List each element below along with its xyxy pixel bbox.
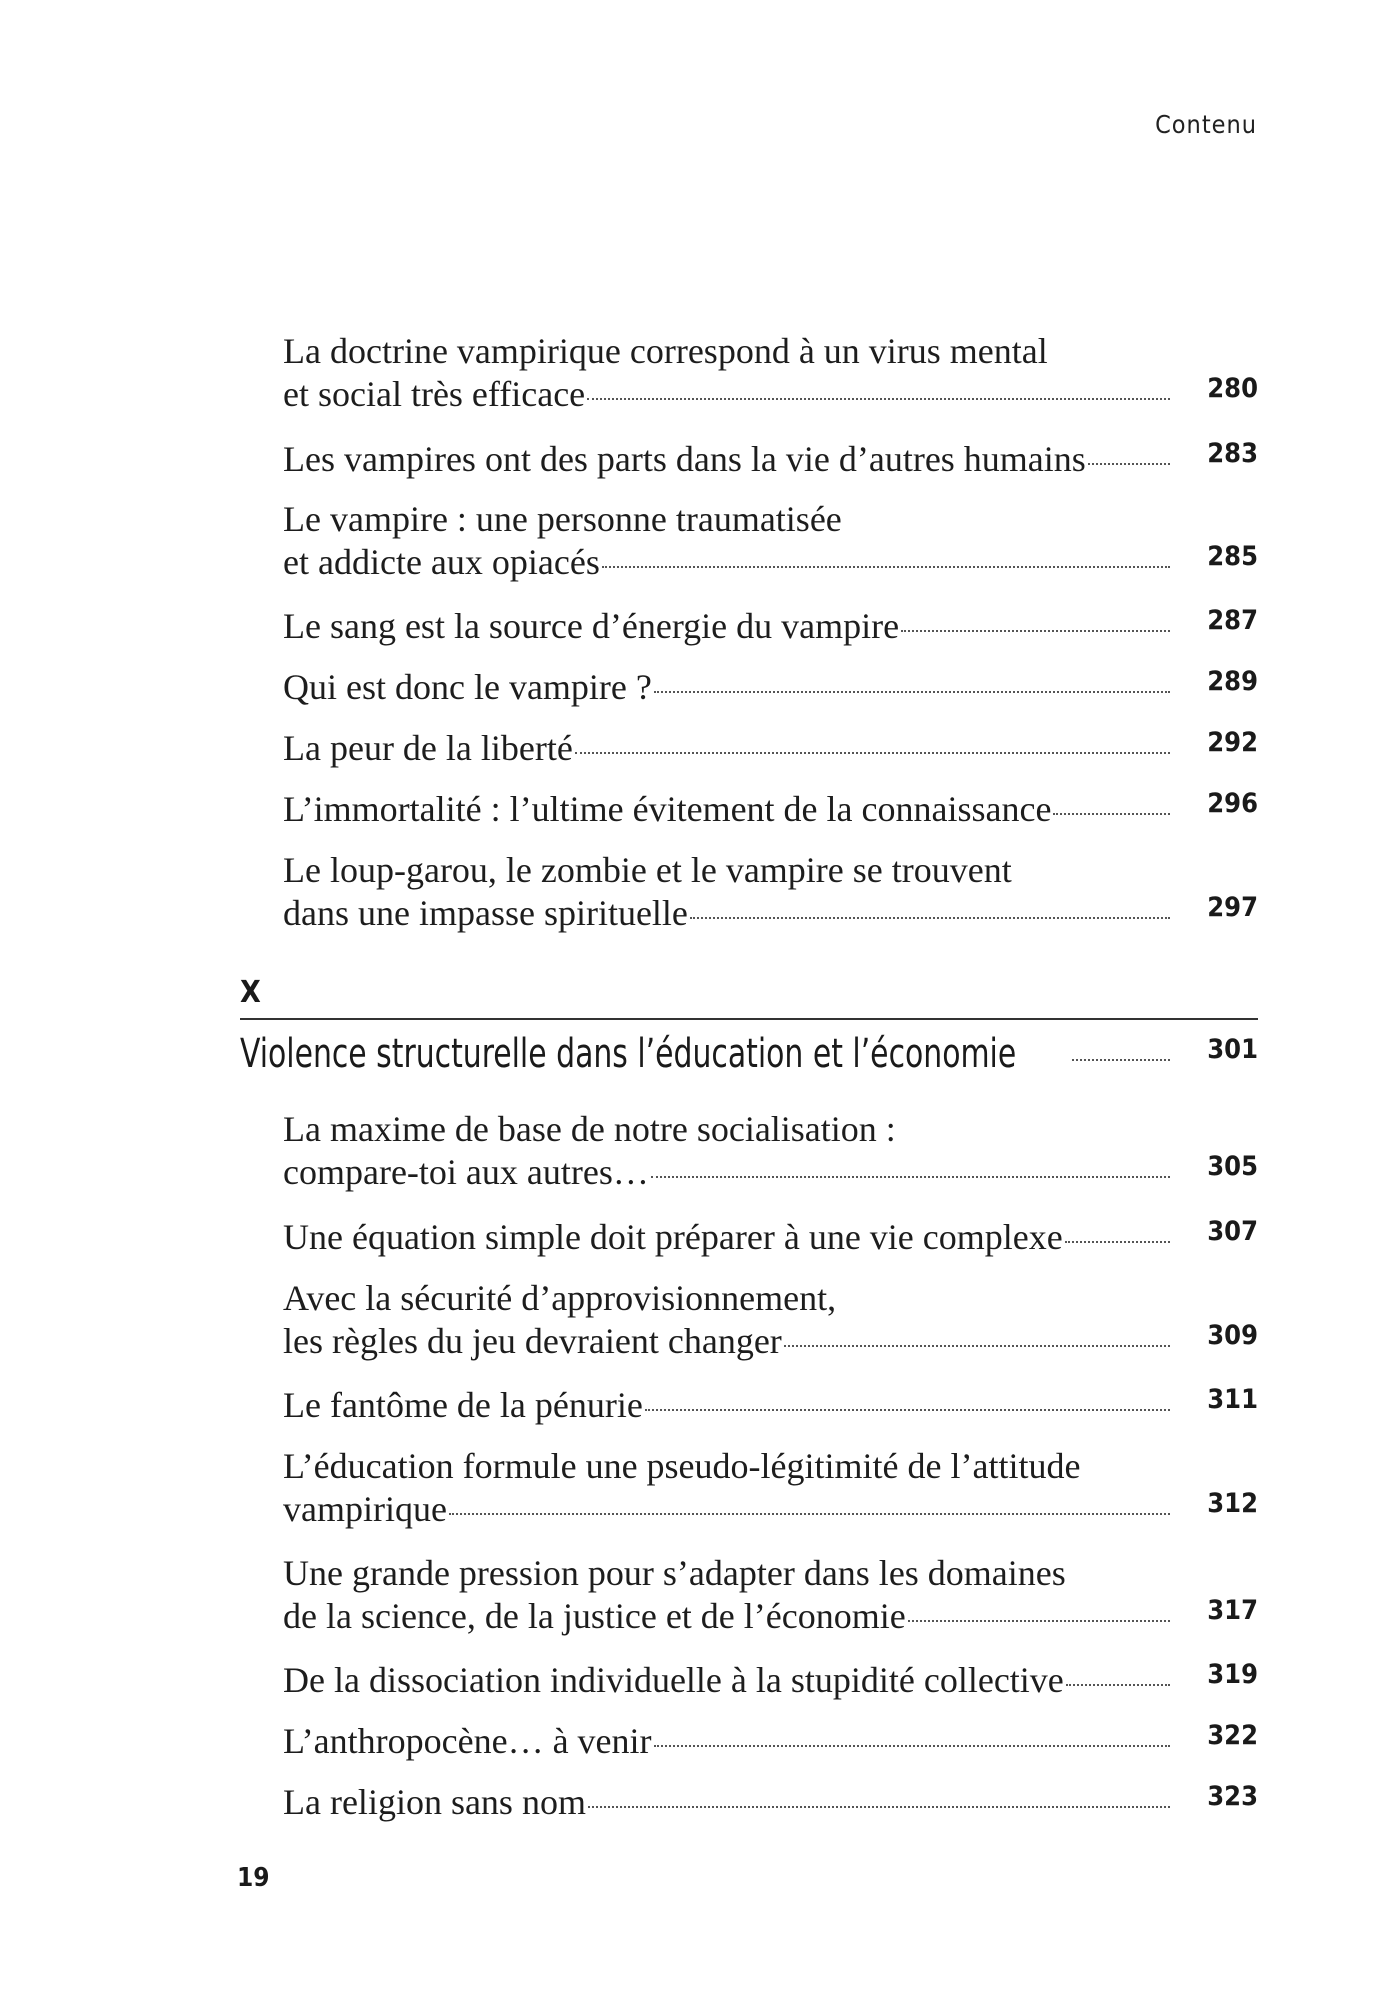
- chapter-divider: [240, 1018, 1258, 1020]
- dot-leader: [690, 916, 1170, 919]
- toc-page-number: 296: [1207, 788, 1258, 819]
- toc-page-number: 289: [1207, 666, 1258, 697]
- chapter-title: Violence structurelle dans l’éducation et l’économie: [240, 1031, 1017, 1077]
- toc-entry-title-line: L’éducation formule une pseudo-légitimité de l’attitude: [283, 1446, 1081, 1486]
- dot-leader: [645, 1408, 1170, 1411]
- toc-entry-title-line: La maxime de base de notre socialisation :: [283, 1109, 896, 1149]
- toc-entry-title-line: Le vampire : une personne traumatisée: [283, 499, 842, 539]
- toc-entry-title-line: De la dissociation individuelle à la stupidité collective: [283, 1660, 1064, 1700]
- toc-entry-title-line: les règles du jeu devraient changer: [283, 1321, 782, 1361]
- toc-entry-title-line: Le loup-garou, le zombie et le vampire se trouvent: [283, 850, 1012, 890]
- dot-leader: [1088, 462, 1170, 465]
- page-folio: 19: [237, 1863, 270, 1893]
- toc-page-number: 287: [1207, 605, 1258, 636]
- toc-page-number: 292: [1207, 727, 1258, 758]
- toc-entry-title-line: et social très efficace: [283, 374, 586, 414]
- toc-entry[interactable]: [283, 1277, 1258, 1363]
- toc-page-number: 311: [1207, 1384, 1258, 1415]
- toc-entry-title-line: Le fantôme de la pénurie: [283, 1385, 643, 1425]
- toc-entry-title-line: Une équation simple doit préparer à une vie complexe: [283, 1217, 1063, 1257]
- running-head: Contenu: [1155, 110, 1257, 139]
- toc-entry[interactable]: [283, 1216, 1258, 1259]
- toc-page-number: 297: [1207, 892, 1258, 923]
- toc-entry[interactable]: [283, 1552, 1258, 1638]
- dot-leader: [908, 1619, 1170, 1622]
- dot-leader: [1065, 1240, 1170, 1243]
- toc-page-number: 305: [1207, 1151, 1258, 1182]
- dot-leader: [588, 1805, 1170, 1808]
- toc-page-number: 319: [1207, 1659, 1258, 1690]
- toc-entry-title-line: compare-toi aux autres…: [283, 1152, 649, 1192]
- toc-page-number: 317: [1207, 1595, 1258, 1626]
- toc-entry-title-line: Le sang est la source d’énergie du vampire: [283, 606, 900, 646]
- toc-page-number: 285: [1207, 541, 1258, 572]
- toc-entry-title-line: La doctrine vampirique correspond à un virus mental: [283, 331, 1048, 371]
- toc-entry[interactable]: [283, 1384, 1258, 1427]
- toc-entry[interactable]: [283, 727, 1258, 770]
- dot-leader: [587, 397, 1170, 400]
- dot-leader: [575, 751, 1170, 754]
- dot-leader: [1072, 1058, 1170, 1061]
- dot-leader: [654, 690, 1170, 693]
- toc-entry-title-line: Qui est donc le vampire ?: [283, 667, 652, 707]
- toc-entry[interactable]: [283, 849, 1258, 935]
- toc-page-number: 307: [1207, 1216, 1258, 1247]
- dot-leader: [651, 1175, 1170, 1178]
- dot-leader: [654, 1744, 1170, 1747]
- chapter-number: X: [240, 975, 261, 1010]
- chapter-page-number: 301: [1207, 1034, 1258, 1065]
- toc-page-number: 312: [1207, 1488, 1258, 1519]
- chapter-heading[interactable]: [240, 1030, 1258, 1078]
- toc-entry[interactable]: [283, 1108, 1258, 1194]
- toc-entry-title-line: et addicte aux opiacés: [283, 542, 600, 582]
- toc-entry[interactable]: [283, 498, 1258, 584]
- toc-entry-title-line: L’immortalité : l’ultime évitement de la connaissance: [283, 789, 1052, 829]
- toc-entry[interactable]: [283, 1720, 1258, 1763]
- dot-leader: [784, 1344, 1170, 1347]
- dot-leader: [1066, 1683, 1170, 1686]
- toc-entry[interactable]: [283, 330, 1258, 416]
- toc-entry[interactable]: [283, 1659, 1258, 1702]
- toc-entry[interactable]: [283, 438, 1258, 481]
- toc-entry-title-line: vampirique: [283, 1489, 447, 1529]
- toc-entry-title-line: La peur de la liberté: [283, 728, 573, 768]
- toc-entry-title-line: La religion sans nom: [283, 1782, 586, 1822]
- toc-entry[interactable]: [283, 1445, 1258, 1531]
- toc-entry[interactable]: [283, 666, 1258, 709]
- dot-leader: [602, 565, 1170, 568]
- toc-page-number: 322: [1207, 1720, 1258, 1751]
- toc-page-number: 323: [1207, 1781, 1258, 1812]
- toc-page-number: 309: [1207, 1320, 1258, 1351]
- toc-entry[interactable]: [283, 605, 1258, 648]
- dot-leader: [1053, 812, 1170, 815]
- toc-page-number: 280: [1207, 373, 1258, 404]
- toc-entry-title-line: L’anthropocène… à venir: [283, 1721, 652, 1761]
- toc-entry-title-line: dans une impasse spirituelle: [283, 893, 688, 933]
- toc-entry-title-line: Avec la sécurité d’approvisionnement,: [283, 1278, 837, 1318]
- toc-entry-title-line: de la science, de la justice et de l’économie: [283, 1596, 906, 1636]
- toc-entry-title-line: Une grande pression pour s’adapter dans les domaines: [283, 1553, 1066, 1593]
- dot-leader: [449, 1512, 1170, 1515]
- dot-leader: [901, 629, 1170, 632]
- toc-page-number: 283: [1207, 438, 1258, 469]
- toc-entry[interactable]: [283, 788, 1258, 831]
- toc-entry-title-line: Les vampires ont des parts dans la vie d’autres humains: [283, 439, 1086, 479]
- toc-entry[interactable]: [283, 1781, 1258, 1824]
